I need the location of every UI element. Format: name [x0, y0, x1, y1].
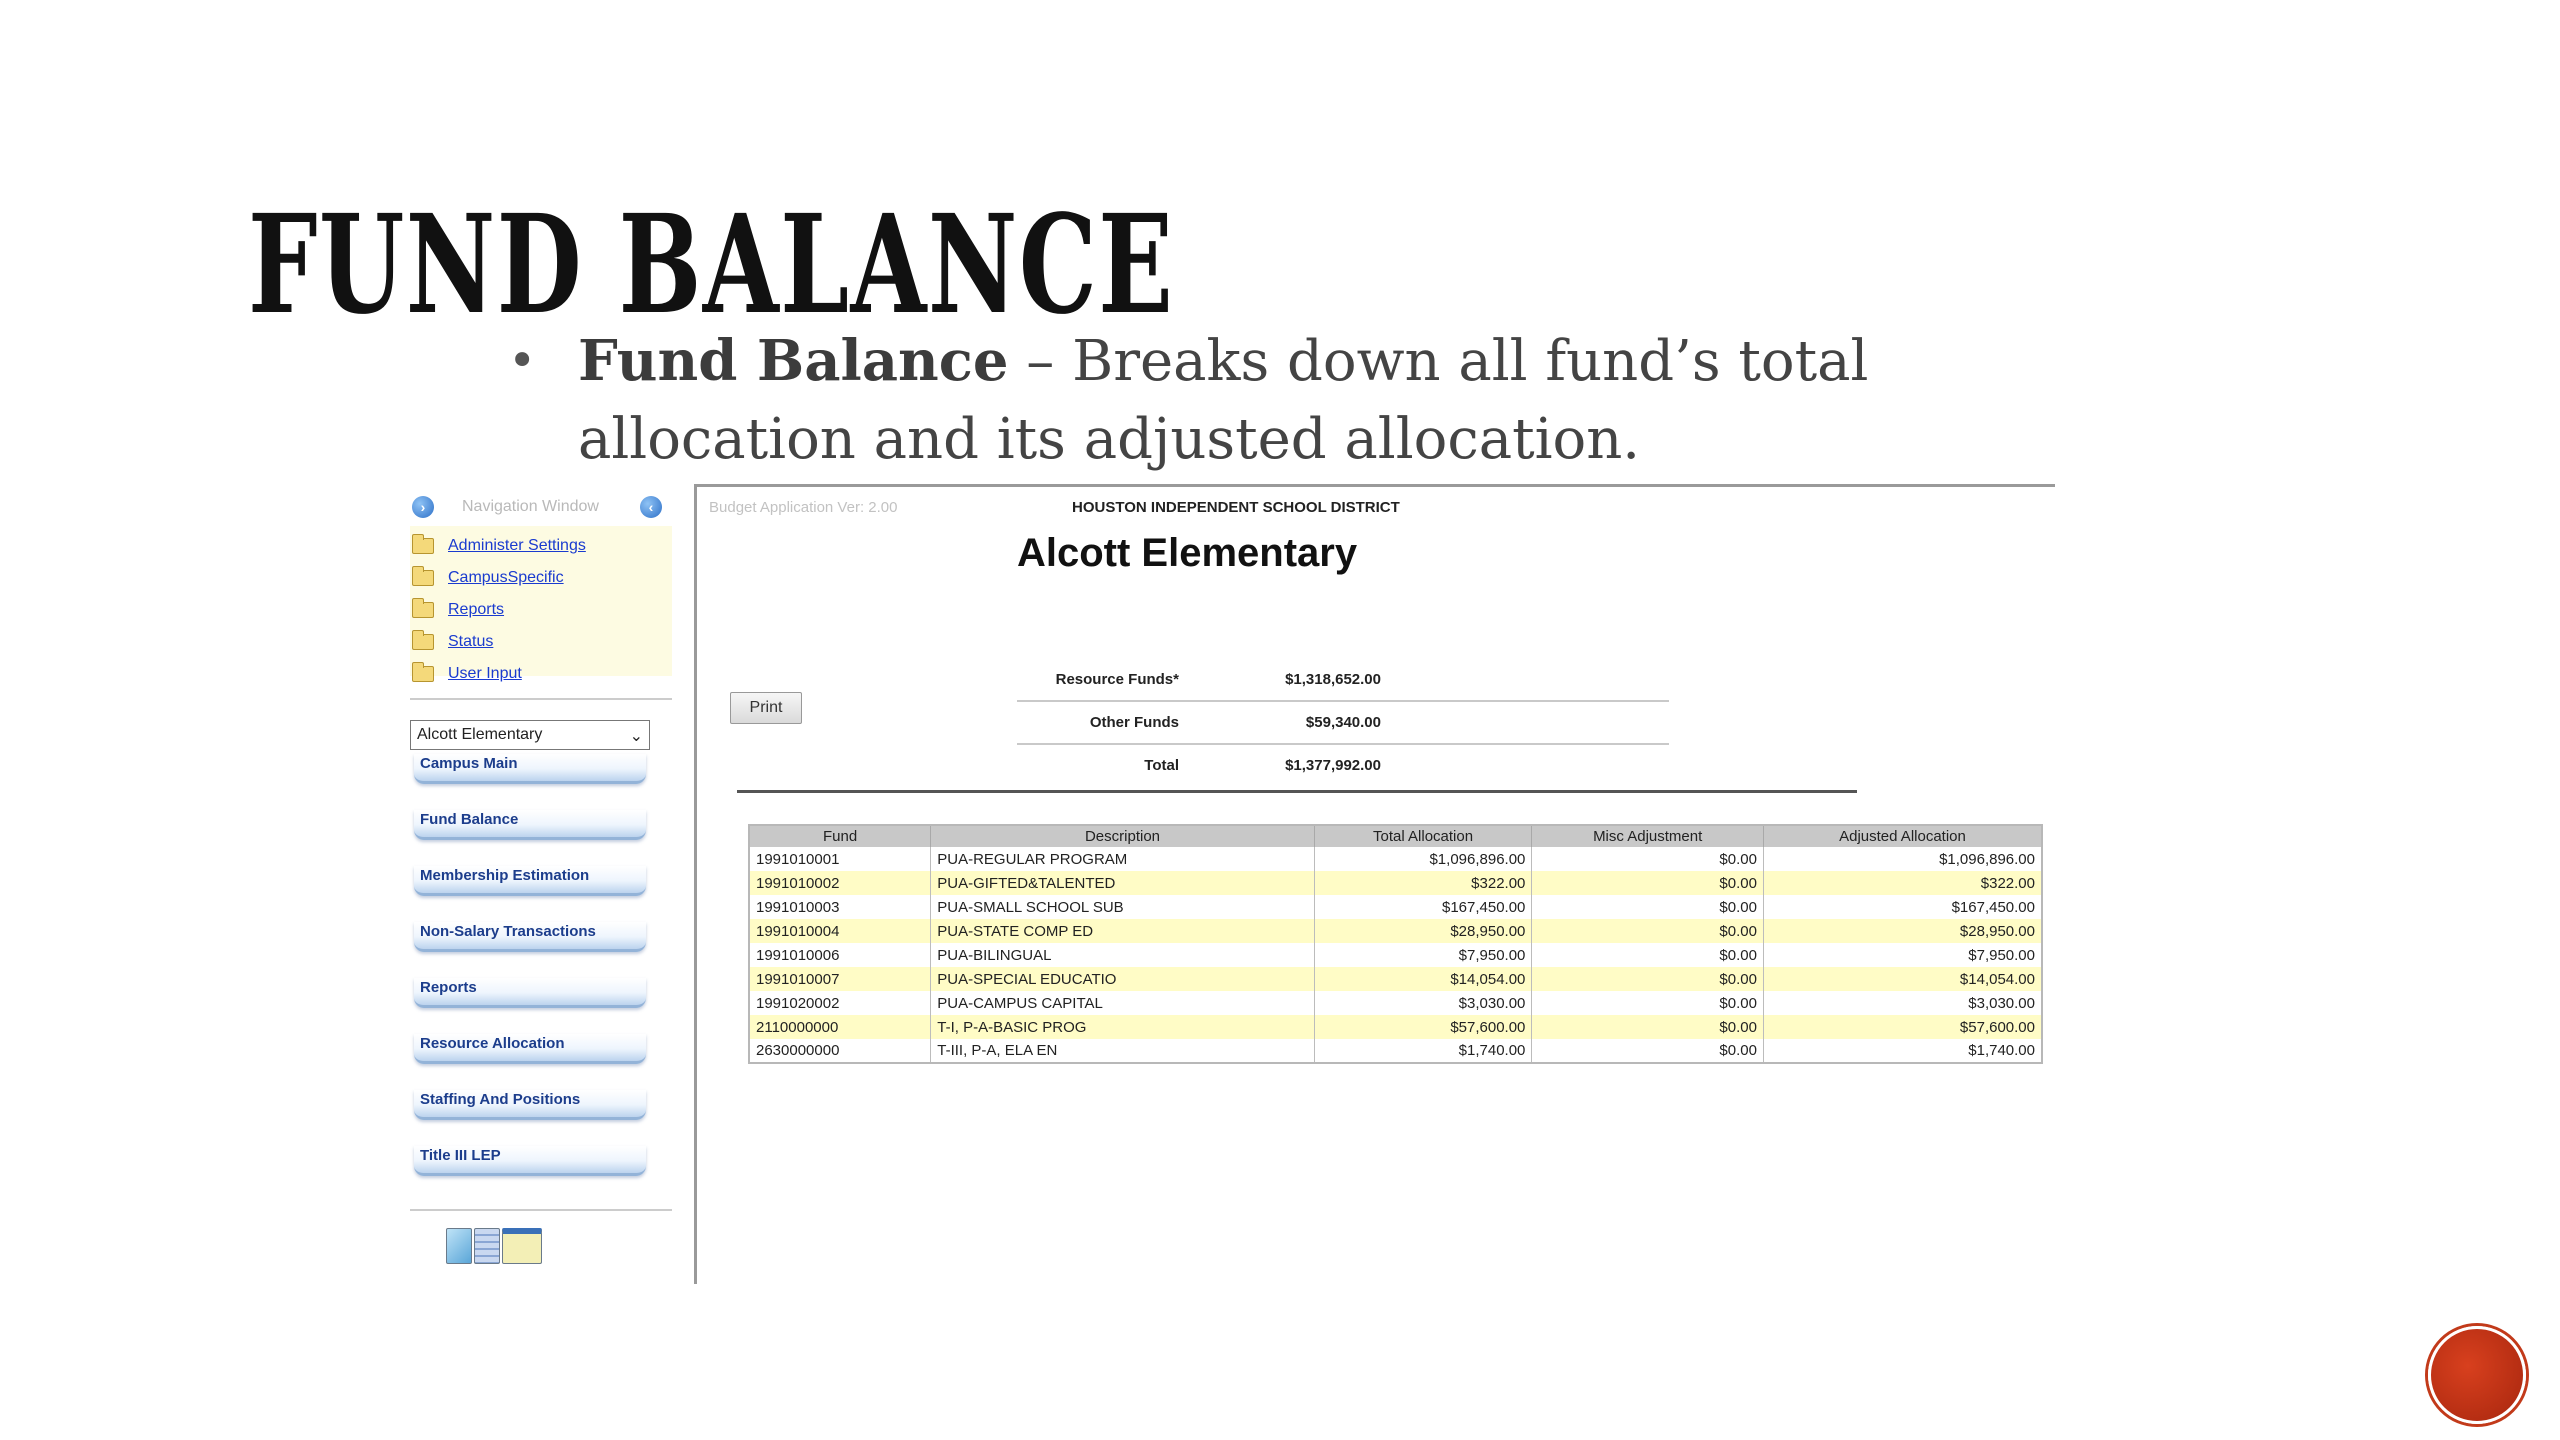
campus-select-value: Alcott Elementary: [417, 726, 543, 743]
nav-link-reports[interactable]: [410, 594, 672, 626]
nav-link-campus-specific[interactable]: [410, 562, 672, 594]
table-row: [749, 967, 2042, 991]
column-header: Fund: [749, 825, 931, 847]
misc-adjustment-cell: $0.00: [1532, 847, 1764, 871]
summary-label: Other Funds: [1089, 714, 1179, 731]
nav-links: [410, 526, 672, 682]
fund-cell: 1991020002: [749, 991, 931, 1015]
tool-icons: [446, 1228, 542, 1268]
misc-adjustment-cell: $0.00: [1532, 919, 1764, 943]
description-cell: PUA-STATE COMP ED: [931, 919, 1314, 943]
nav-link-label[interactable]: Status: [448, 633, 494, 650]
nav-link-label[interactable]: CampusSpecific: [448, 569, 564, 586]
description-cell: PUA-SPECIAL EDUCATIO: [931, 967, 1314, 991]
misc-adjustment-cell: $0.00: [1532, 895, 1764, 919]
menu-fund-balance[interactable]: Fund Balance: [414, 810, 646, 840]
summary-value: $1,318,652.00: [1285, 671, 1381, 688]
nav-link-label[interactable]: User Input: [448, 665, 522, 682]
misc-adjustment-cell: $0.00: [1532, 991, 1764, 1015]
folder-icon: [412, 570, 434, 586]
adjusted-allocation-cell: $14,054.00: [1763, 967, 2042, 991]
description-cell: PUA-BILINGUAL: [931, 943, 1314, 967]
table-row: [749, 1039, 2042, 1063]
adjusted-allocation-cell: $1,740.00: [1763, 1039, 2042, 1063]
summary-divider: [737, 790, 1857, 793]
folder-icon: [412, 538, 434, 554]
adjusted-allocation-cell: $1,096,896.00: [1763, 847, 2042, 871]
adjusted-allocation-cell: $167,450.00: [1763, 895, 2042, 919]
total-allocation-cell: $7,950.00: [1314, 943, 1532, 967]
bullet-term: Fund Balance: [578, 328, 1009, 394]
fund-cell: 1991010001: [749, 847, 931, 871]
column-header: Adjusted Allocation: [1763, 825, 2042, 847]
description-cell: T-I, P-A-BASIC PROG: [931, 1015, 1314, 1039]
summary-row-resource-funds: [1017, 659, 1669, 702]
print-button[interactable]: Print: [730, 692, 802, 724]
description-cell: PUA-REGULAR PROGRAM: [931, 847, 1314, 871]
summary-label: Resource Funds*: [1055, 671, 1179, 688]
menu-resource-allocation[interactable]: Resource Allocation: [414, 1034, 646, 1064]
chevron-down-icon[interactable]: ⌄: [629, 728, 643, 745]
adjusted-allocation-cell: $7,950.00: [1763, 943, 2042, 967]
adjusted-allocation-cell: $322.00: [1763, 871, 2042, 895]
nav-link-status[interactable]: [410, 626, 672, 658]
folder-icon: [412, 602, 434, 618]
table-header-row: [749, 825, 2042, 847]
fund-cell: 1991010002: [749, 871, 931, 895]
description-cell: PUA-GIFTED&TALENTED: [931, 871, 1314, 895]
budget-application: [410, 482, 2060, 1282]
summary-value: $1,377,992.00: [1285, 757, 1381, 774]
district-label: HOUSTON INDEPENDENT SCHOOL DISTRICT: [1072, 499, 1400, 516]
nav-link-label[interactable]: Reports: [448, 601, 505, 618]
nav-back-icon[interactable]: ‹: [640, 496, 662, 518]
misc-adjustment-cell: $0.00: [1532, 1015, 1764, 1039]
navigation-panel: [410, 482, 695, 1282]
window-icon[interactable]: [502, 1228, 542, 1264]
fund-cell: 1991010003: [749, 895, 931, 919]
fund-cell: 2110000000: [749, 1015, 931, 1039]
folder-icon: [412, 666, 434, 682]
summary-label: Total: [1144, 757, 1179, 774]
adjusted-allocation-cell: $57,600.00: [1763, 1015, 2042, 1039]
folder-icon: [412, 634, 434, 650]
nav-separator-bottom: [410, 1209, 672, 1211]
version-label: Budget Application Ver: 2.00: [709, 499, 898, 516]
bullet-dot: •: [508, 333, 537, 389]
campus-select[interactable]: [410, 720, 650, 750]
table-row: [749, 871, 2042, 895]
nav-separator: [410, 698, 672, 700]
nav-title: Navigation Window: [462, 498, 599, 515]
nav-forward-icon[interactable]: ›: [412, 496, 434, 518]
menu-non-salary-transactions[interactable]: Non-Salary Transactions: [414, 922, 646, 952]
total-allocation-cell: $1,740.00: [1314, 1039, 1532, 1063]
main-content: [697, 487, 2057, 1282]
summary-row-other-funds: [1017, 702, 1669, 745]
nav-link-administer-settings[interactable]: [410, 530, 672, 562]
table-row: [749, 847, 2042, 871]
table-row: [749, 919, 2042, 943]
table-row: [749, 991, 2042, 1015]
misc-adjustment-cell: $0.00: [1532, 871, 1764, 895]
column-header: Misc Adjustment: [1532, 825, 1764, 847]
total-allocation-cell: $57,600.00: [1314, 1015, 1532, 1039]
total-allocation-cell: $28,950.00: [1314, 919, 1532, 943]
description-cell: T-III, P-A, ELA EN: [931, 1039, 1314, 1063]
total-allocation-cell: $14,054.00: [1314, 967, 1532, 991]
total-allocation-cell: $1,096,896.00: [1314, 847, 1532, 871]
summary-value: $59,340.00: [1305, 714, 1381, 731]
bullet-text: [578, 322, 2008, 479]
total-allocation-cell: $3,030.00: [1314, 991, 1532, 1015]
fund-cell: 1991010007: [749, 967, 931, 991]
menu-staffing-and-positions[interactable]: Staffing And Positions: [414, 1090, 646, 1120]
table-row: [749, 895, 2042, 919]
fund-table: [748, 824, 2043, 1064]
slide-corner-badge: [2428, 1326, 2526, 1424]
nav-link-user-input[interactable]: [410, 658, 672, 690]
menu-title-iii-lep[interactable]: Title III LEP: [414, 1146, 646, 1176]
misc-adjustment-cell: $0.00: [1532, 967, 1764, 991]
bullet-description: – Breaks down all fund’s total allocation and its adjusted allocation.: [578, 329, 1869, 472]
adjusted-allocation-cell: $3,030.00: [1763, 991, 2042, 1015]
nav-link-label[interactable]: Administer Settings: [448, 537, 586, 554]
description-cell: PUA-CAMPUS CAPITAL: [931, 991, 1314, 1015]
fund-cell: 2630000000: [749, 1039, 931, 1063]
fund-cell: 1991010006: [749, 943, 931, 967]
slide-title: FUND BALANCE: [248, 185, 1175, 345]
misc-adjustment-cell: $0.00: [1532, 1039, 1764, 1063]
misc-adjustment-cell: $0.00: [1532, 943, 1764, 967]
column-header: Description: [931, 825, 1314, 847]
nav-header: [412, 492, 667, 522]
total-allocation-cell: $167,450.00: [1314, 895, 1532, 919]
document-icon[interactable]: [474, 1228, 500, 1264]
summary-row-total: [1017, 745, 1669, 788]
adjusted-allocation-cell: $28,950.00: [1763, 919, 2042, 943]
table-row: [749, 943, 2042, 967]
bullet-point: [508, 322, 2008, 479]
menu-campus-main[interactable]: Campus Main: [414, 754, 646, 784]
funds-summary: [1017, 659, 1669, 788]
help-icon[interactable]: [446, 1228, 472, 1264]
description-cell: PUA-SMALL SCHOOL SUB: [931, 895, 1314, 919]
menu-reports[interactable]: Reports: [414, 978, 646, 1008]
fund-cell: 1991010004: [749, 919, 931, 943]
column-header: Total Allocation: [1314, 825, 1532, 847]
table-row: [749, 1015, 2042, 1039]
menu-membership-estimation[interactable]: Membership Estimation: [414, 866, 646, 896]
total-allocation-cell: $322.00: [1314, 871, 1532, 895]
school-name: Alcott Elementary: [1017, 531, 1358, 575]
